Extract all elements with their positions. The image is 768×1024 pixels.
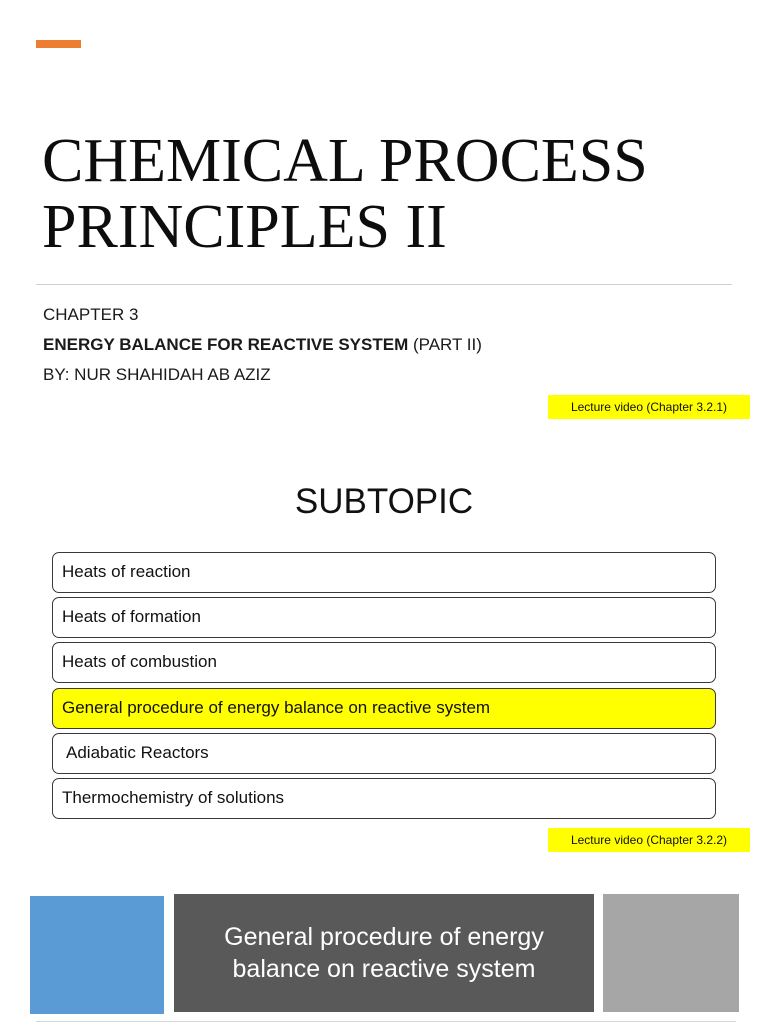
title-line-2: PRINCIPLES II — [42, 193, 447, 261]
title-line-1: CHEMICAL PROCESS — [42, 127, 648, 195]
subtopic-list — [52, 552, 716, 823]
author-line: BY: NUR SHAHIDAH AB AZIZ — [43, 365, 271, 384]
subtopic-item-heats-of-formation[interactable]: Heats of formation — [52, 597, 716, 638]
subtopic-item-adiabatic-reactors[interactable]: Adiabatic Reactors — [52, 733, 716, 774]
page-title — [42, 128, 742, 260]
title-divider — [36, 284, 732, 285]
bottom-divider — [36, 1021, 736, 1022]
section-title-text: General procedure of energy balance on reactive system — [224, 923, 544, 983]
chapter-info — [43, 300, 482, 390]
subtopic-item-thermochemistry[interactable]: Thermochemistry of solutions — [52, 778, 716, 819]
lecture-video-link-2[interactable]: Lecture video (Chapter 3.2.2) — [548, 828, 750, 852]
accent-bar — [36, 40, 81, 48]
chapter-subject-suffix: (PART II) — [408, 335, 482, 354]
subtopic-item-heats-of-reaction[interactable]: Heats of reaction — [52, 552, 716, 593]
chapter-subject-bold: ENERGY BALANCE FOR REACTIVE SYSTEM — [43, 335, 409, 354]
chapter-subject — [43, 330, 482, 360]
section-title-tile — [174, 894, 594, 1012]
subtopic-item-general-procedure[interactable]: General procedure of energy balance on reactive system — [52, 688, 716, 729]
chapter-label: CHAPTER 3 — [43, 305, 139, 324]
decorative-tile-blue — [30, 896, 164, 1014]
lecture-video-link-1[interactable]: Lecture video (Chapter 3.2.1) — [548, 395, 750, 419]
subtopic-item-heats-of-combustion[interactable]: Heats of combustion — [52, 642, 716, 683]
decorative-tile-gray — [603, 894, 739, 1012]
subtopic-heading: SUBTOPIC — [294, 482, 474, 521]
